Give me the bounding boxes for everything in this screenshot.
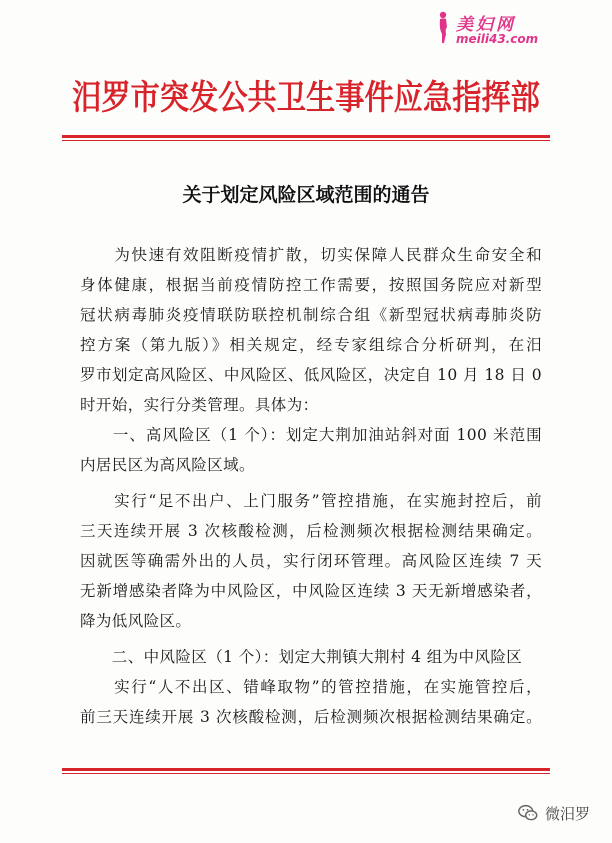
- org-title: 汨罗市突发公共卫生事件应急指挥部: [72, 78, 540, 118]
- body-line: 内居民区为高风险区域。: [80, 456, 255, 474]
- notice-title: 关于划定风险区域范围的通告: [182, 184, 430, 206]
- body-line: 冠状病毒肺炎疫情联防联控机制综合组《新型冠状病毒肺炎防: [80, 306, 542, 324]
- watermark: [434, 8, 554, 50]
- body-line: 实行“足不出户、上门服务”管控措施，在实施封控后，前: [80, 492, 542, 510]
- footer-rule-thick: [62, 768, 550, 771]
- header-rule-thin: [62, 140, 550, 141]
- body-line: 三天连续开展 3 次核酸检测，后检测频次根据检测结果确定。: [80, 522, 542, 540]
- body-line: 时开始，实行分类管理。具体为：: [80, 396, 319, 414]
- body-line: 控方案（第九版）》相关规定，经专家组综合分析研判，在汨: [80, 336, 542, 354]
- source-credit: [517, 801, 590, 825]
- notice-body: [80, 240, 542, 732]
- body-line: 为快速有效阻断疫情扩散，切实保障人民群众生命安全和: [80, 246, 542, 264]
- body-line: 一、高风险区（1 个）：划定大荆加油站斜对面 100 米范围: [80, 426, 542, 444]
- body-line: 二、中风险区（1 个）：划定大荆镇大荆村 4 组为中风险区: [80, 648, 523, 666]
- body-line: 罗市划定高风险区、中风险区、低风险区，决定自 10 月 18 日 0: [80, 366, 542, 384]
- header-rule-thick: [62, 135, 550, 138]
- footer-rule-thin: [62, 773, 550, 774]
- body-line: 因就医等确需外出的人员，实行闭环管理。高风险区连续 7 天: [80, 552, 542, 570]
- woman-silhouette-icon: [434, 10, 452, 44]
- watermark-site-name: 美妇网: [456, 15, 516, 35]
- body-line: 身体健康，根据当前疫情防控工作需要，按照国务院应对新型: [80, 276, 542, 294]
- body-line: 前三天连续开展 3 次核酸检测，后检测频次根据检测结果确定。: [80, 708, 542, 726]
- credit-text: 微汨罗: [544, 804, 590, 823]
- watermark-site-url: meili43.com: [456, 32, 539, 46]
- body-line: 无新增感染者降为中风险区，中风险区连续 3 天无新增感染者，: [80, 582, 542, 600]
- body-line: 实行“人不出区、错峰取物”的管控措施，在实施管控后，: [80, 678, 542, 696]
- body-line: 降为低风险区。: [80, 612, 192, 630]
- wechat-icon: [517, 802, 539, 824]
